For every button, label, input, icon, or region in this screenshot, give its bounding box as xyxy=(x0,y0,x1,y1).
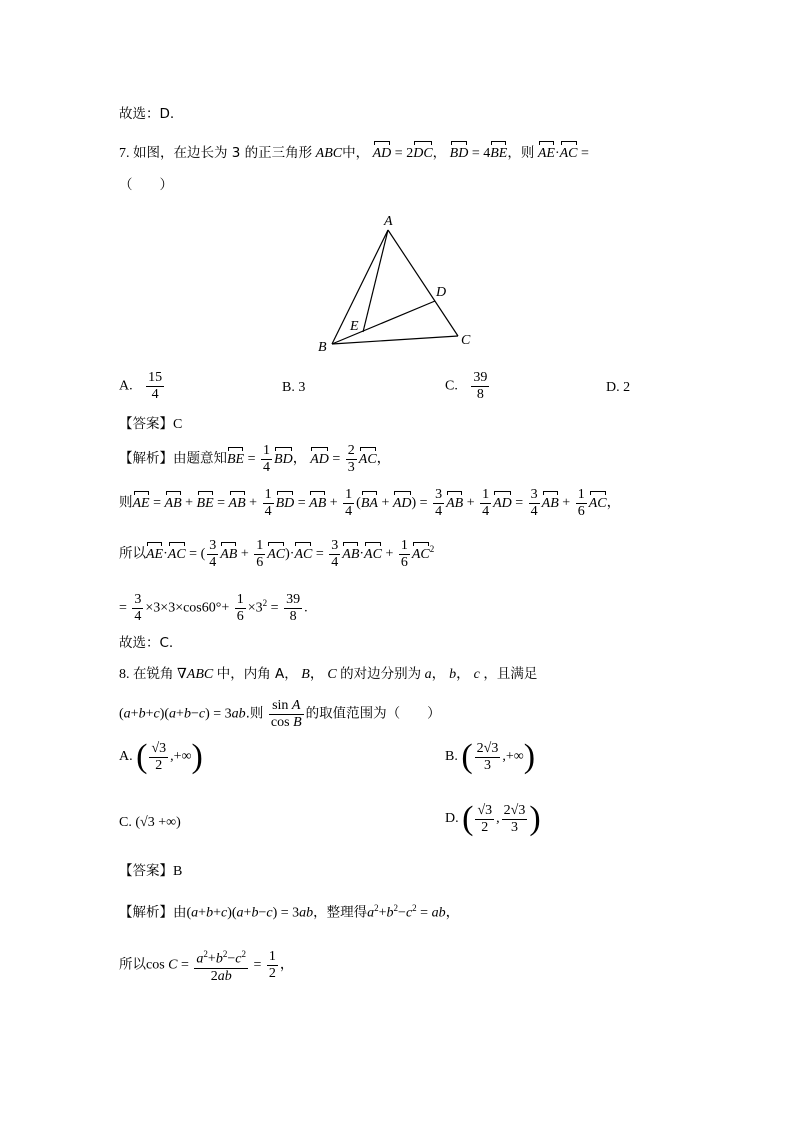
q7-answer: 【答案】C xyxy=(119,416,183,432)
label-b: B xyxy=(318,340,327,355)
q7-option-a[interactable]: A. $\frac{15}{4}$ xyxy=(119,370,163,402)
q7-option-b[interactable]: B. 3 xyxy=(282,380,306,395)
q7-analysis-2: 则AE = AB + BE = AB + $\frac{1}{4}$ BD = AB + $\frac{1}{4}$ (BA + AD) = $\frac{3}{4}$ AB + $\frac{1}{4}$ AD = $\frac{3}{4}$ AB + $\frac{1}{6}$ AC， xyxy=(119,487,621,519)
q8-stem-2: (a+b+c)(a+b−c) = 3ab.则 $\frac{\text{sin A}}{\text{cos B}}$ 的取值范围为（ ） xyxy=(119,698,441,730)
prev-answer: 故选：D. xyxy=(119,106,175,122)
q7-option-d[interactable]: D. 2 xyxy=(606,380,631,395)
side-ab xyxy=(332,230,388,344)
q7-conclusion: 故选：C. xyxy=(119,635,174,651)
label-c: C xyxy=(461,333,471,348)
side-bc xyxy=(332,336,458,344)
q7-option-c[interactable]: C. $\frac{39}{8}$ xyxy=(445,370,488,402)
triangle-figure xyxy=(310,208,490,358)
q7-stem: 7. 如图，在边长为 3 的正三角形 ABC中， AD = 2DC， BD = 4BE，则 AE·AC = xyxy=(119,140,589,164)
q7-analysis-4: = $\frac{3}{4}$ ×3×3×cos60°+ $\frac{1}{6}$ $\times 3^2$ = $\frac{39}{8}$ . xyxy=(119,592,308,624)
q7-analysis-3: 所以AE·AC = ( $\frac{3}{4}$ AB + $\frac{1}{6}$ AC)·AC = $\frac{3}{4}$ AB·AC + $\frac{1}{6}$ $AC^2$ xyxy=(119,538,435,570)
q7-number: 7. xyxy=(119,146,130,161)
label-e: E xyxy=(350,319,359,334)
label-a: A xyxy=(384,214,393,229)
q8-analysis-1: 【解析】由(a+b+c)(a+b−c) = 3ab，整理得$a^2+b^2-c^2$ = ab， xyxy=(119,903,460,921)
q8-stem: 8. 在锐角 ∇ABC 中，内角 A， B， C 的对边分别为 a， b， c ，且满足 xyxy=(119,666,538,682)
side-ac xyxy=(388,230,458,336)
q8-option-d[interactable]: D. ( $\frac{√3}{2}$ , $\frac{2√3}{3}$ ) xyxy=(445,800,541,837)
q8-analysis-2: 所以cos C = $\frac{a^2+b^2-c^2}{2ab}$ = $\frac{1}{2}$ ， xyxy=(119,946,294,985)
segment-bd xyxy=(332,301,435,344)
label-d: D xyxy=(436,285,447,300)
segment-ae xyxy=(363,230,388,332)
q8-option-b[interactable]: B. ( $\frac{2√3}{3}$ ,+∞) xyxy=(445,738,536,775)
q8-option-c[interactable]: C. (√3 +∞) xyxy=(119,815,181,830)
q8-answer: 【答案】B xyxy=(119,863,183,879)
q8-option-a[interactable]: A. ( $\frac{√3}{2}$ ,+∞) xyxy=(119,738,203,775)
q7-analysis-1: 【解析】由题意知BE = $\frac{1}{4}$ BD， AD = $\frac{2}{3}$ AC， xyxy=(119,443,391,475)
q7-blank: （ ） xyxy=(119,177,173,193)
